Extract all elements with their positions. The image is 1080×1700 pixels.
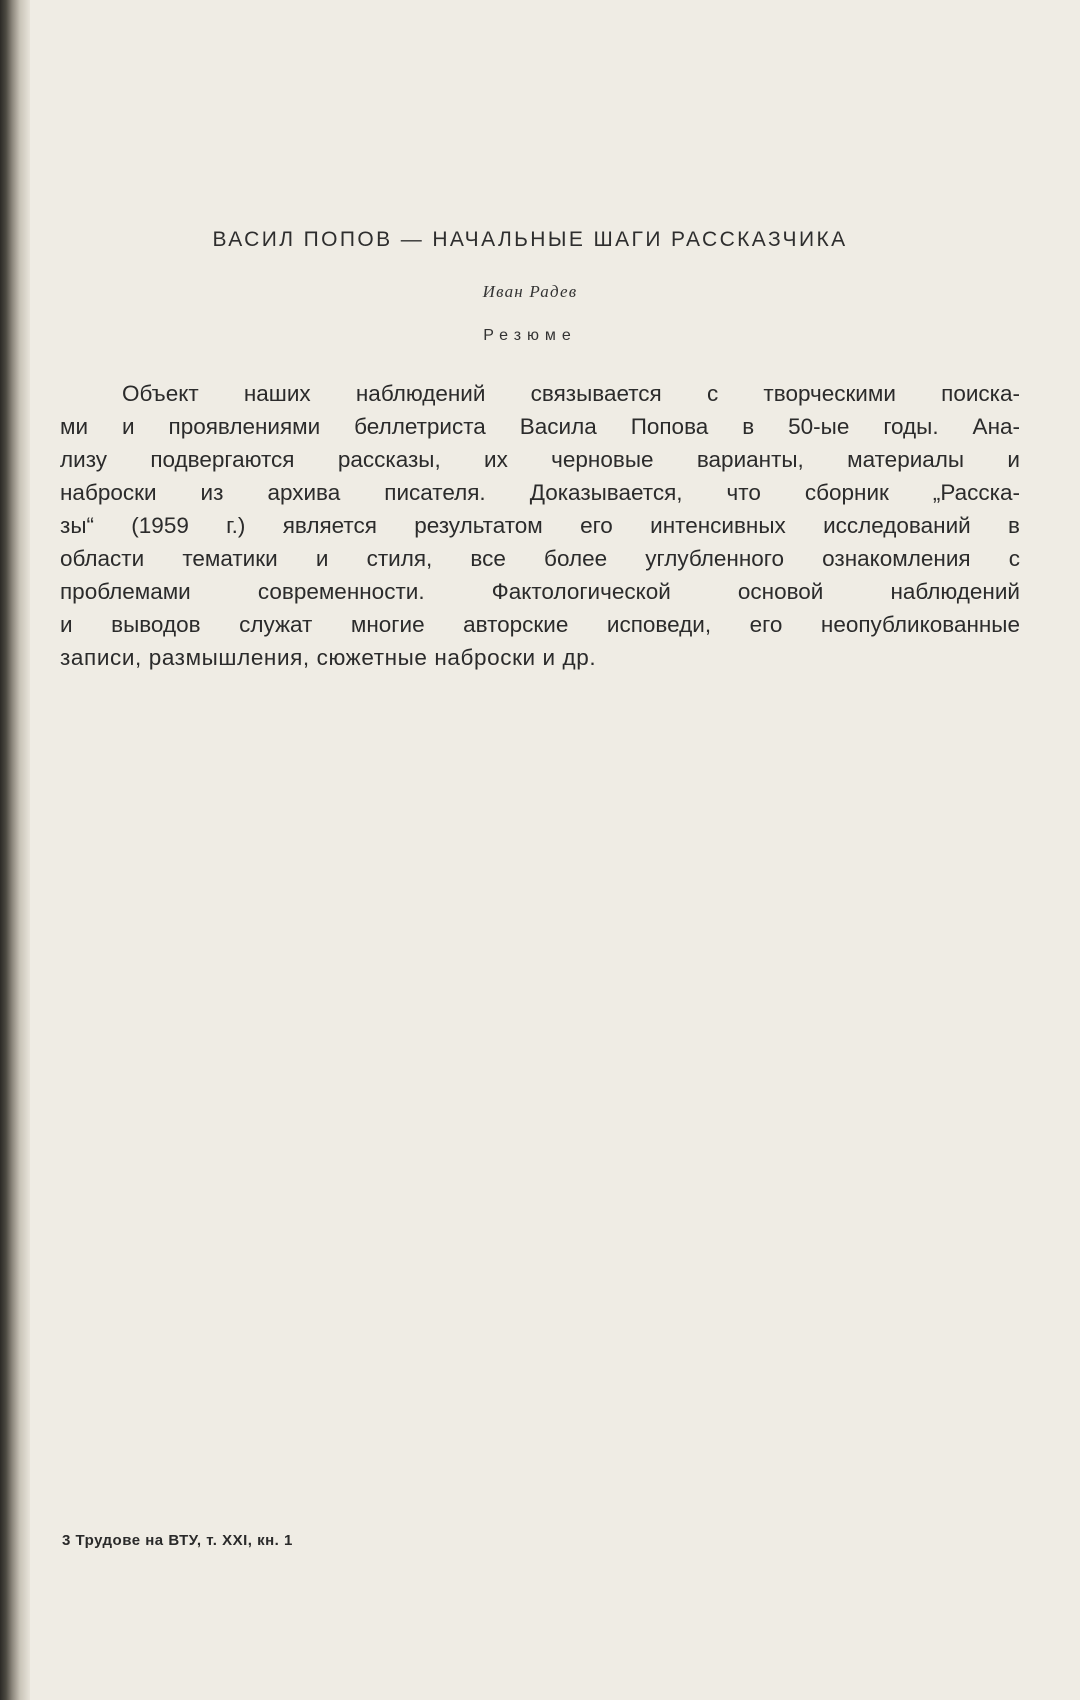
abstract-line: наброски из архива писателя. Доказывается, что сборник „Расска- <box>60 480 1020 505</box>
abstract-line: Объект наших наблюдений связывается с творческими поиска- <box>122 381 1020 406</box>
abstract-line: и выводов служат многие авторские исповеди, его неопубликованные <box>60 612 1020 637</box>
abstract-paragraph <box>60 377 1020 674</box>
section-label-summary: Резюме <box>483 327 577 344</box>
abstract-line: лизу подвергаются рассказы, их черновые варианты, материалы и <box>60 447 1020 472</box>
abstract-line: зы“ (1959 г.) является результатом его интенсивных исследований в <box>60 513 1020 538</box>
abstract-line: записи, размышления, сюжетные наброски и др. <box>60 645 597 670</box>
article-title: ВАСИЛ ПОПОВ — НАЧАЛЬНЫЕ ШАГИ РАССКАЗЧИКА <box>212 228 848 251</box>
footer-signature-note: 3 Трудове на ВТУ, т. XXI, кн. 1 <box>62 1532 293 1549</box>
abstract-line: области тематики и стиля, все более углубленного ознакомления с <box>60 546 1020 571</box>
abstract-line: ми и проявлениями беллетриста Васила Попова в 50-ые годы. Ана- <box>60 414 1020 439</box>
abstract-line: проблемами современности. Фактологической основой наблюдений <box>60 579 1020 604</box>
author-name: Иван Радев <box>482 282 578 301</box>
